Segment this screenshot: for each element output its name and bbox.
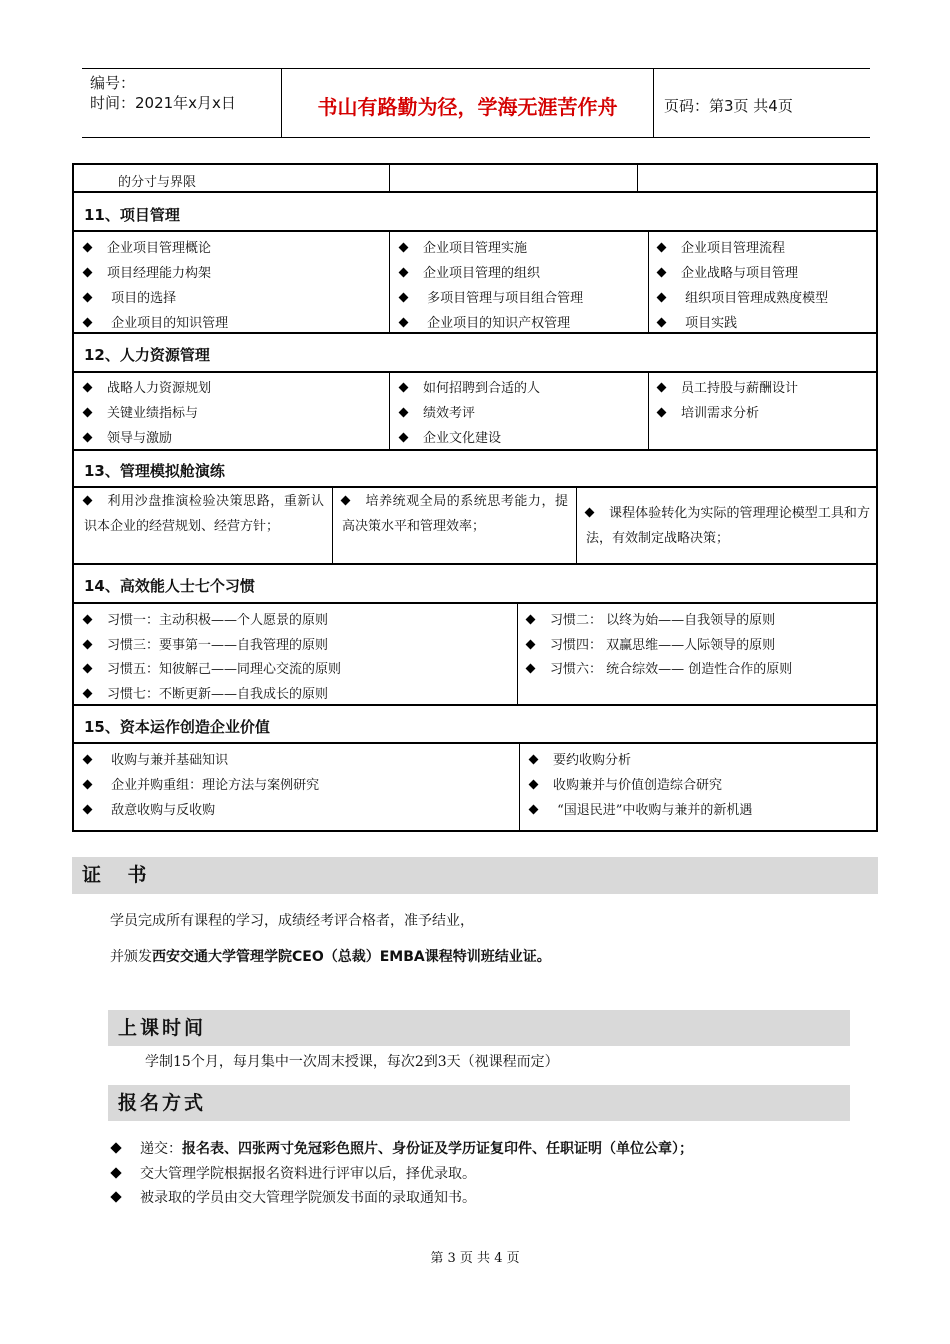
list-item: 交大管理学院根据报名资料进行评审以后，择优录取。 bbox=[112, 1163, 476, 1183]
diamond-bullet-icon bbox=[657, 268, 667, 278]
header-motto: 书山有路勤为径，学海无涯苦作舟 bbox=[317, 95, 618, 119]
diamond-bullet-icon bbox=[83, 640, 93, 650]
list-item: 员工持股与薪酬设计 bbox=[658, 377, 798, 396]
list-item: 敌意收购与反收购 bbox=[84, 799, 215, 818]
enroll-heading: 报名方式 bbox=[108, 1085, 850, 1121]
diamond-bullet-icon bbox=[83, 268, 93, 278]
list-item: 培养统观全局的系统思考能力，提高决策水平和管理效率； bbox=[342, 494, 568, 534]
certificate-heading: 证 书 bbox=[72, 857, 878, 894]
list-item: 多项目管理与项目组合管理 bbox=[400, 287, 583, 306]
list-item: 企业项目管理实施 bbox=[400, 237, 527, 256]
diamond-bullet-icon bbox=[657, 408, 667, 418]
list-item: 课程体验转化为实际的管理理论模型工具和方法，有效制定战略决策； bbox=[586, 506, 870, 546]
list-item: 企业并购重组：理论方法与案例研究 bbox=[84, 774, 319, 793]
diamond-bullet-icon bbox=[83, 496, 93, 506]
list-item: 被录取的学员由交大管理学院颁发书面的录取通知书。 bbox=[112, 1187, 476, 1207]
divider bbox=[74, 563, 876, 565]
list-item: 项目实践 bbox=[658, 312, 737, 331]
divider bbox=[74, 230, 876, 232]
list-item: 企业项目管理流程 bbox=[658, 237, 785, 256]
diamond-bullet-icon bbox=[526, 640, 536, 650]
divider bbox=[332, 488, 333, 563]
schedule-heading: 上课时间 bbox=[108, 1010, 850, 1046]
list-item: 企业文化建设 bbox=[400, 427, 501, 446]
list-item: 组织项目管理成熟度模型 bbox=[658, 287, 828, 306]
list-item: 习惯六： 统合综效—— 创造性合作的原则 bbox=[527, 658, 792, 677]
diamond-bullet-icon bbox=[83, 664, 93, 674]
divider bbox=[637, 165, 638, 191]
divider bbox=[74, 704, 876, 706]
page-label: 页码：第3页 共4页 bbox=[664, 97, 793, 115]
list-item: 企业项目管理的组织 bbox=[400, 262, 540, 281]
list-item: 企业战略与项目管理 bbox=[658, 262, 798, 281]
diamond-bullet-icon bbox=[657, 293, 667, 303]
list-item: 要约收购分析 bbox=[530, 749, 631, 768]
list-item: 习惯一：主动积极——个人愿景的原则 bbox=[84, 609, 328, 628]
header-meta bbox=[90, 73, 236, 113]
diamond-bullet-icon bbox=[529, 755, 539, 765]
diamond-bullet-icon bbox=[83, 408, 93, 418]
diamond-bullet-icon bbox=[585, 508, 595, 518]
diamond-bullet-icon bbox=[657, 383, 667, 393]
divider bbox=[74, 602, 876, 604]
diamond-bullet-icon bbox=[657, 318, 667, 328]
diamond-bullet-icon bbox=[110, 1142, 121, 1153]
number-label: 编号： bbox=[90, 74, 136, 92]
divider bbox=[653, 69, 654, 137]
diamond-bullet-icon bbox=[83, 318, 93, 328]
diamond-bullet-icon bbox=[399, 268, 409, 278]
list-item: 利用沙盘推演检验决策思路，重新认识本企业的经营规划、经营方针； bbox=[84, 494, 324, 534]
divider bbox=[389, 232, 390, 332]
divider bbox=[648, 232, 649, 332]
section-title-15: 15、资本运作创造企业价值 bbox=[84, 718, 270, 736]
divider bbox=[576, 488, 577, 563]
list-item: 收购兼并与价值创造综合研究 bbox=[530, 774, 722, 793]
diamond-bullet-icon bbox=[83, 755, 93, 765]
list-item: 如何招聘到合适的人 bbox=[400, 377, 540, 396]
divider bbox=[74, 332, 876, 334]
diamond-bullet-icon bbox=[399, 293, 409, 303]
list-item: 习惯五：知彼解己——同理心交流的原则 bbox=[84, 658, 341, 677]
diamond-bullet-icon bbox=[526, 615, 536, 625]
list-item: 项目的选择 bbox=[84, 287, 176, 306]
diamond-bullet-icon bbox=[83, 615, 93, 625]
divider bbox=[517, 604, 518, 704]
divider bbox=[74, 449, 876, 451]
diamond-bullet-icon bbox=[110, 1191, 121, 1202]
divider bbox=[74, 486, 876, 488]
divider bbox=[648, 373, 649, 449]
diamond-bullet-icon bbox=[526, 664, 536, 674]
list-item: 习惯二： 以终为始——自我领导的原则 bbox=[527, 609, 775, 628]
diamond-bullet-icon bbox=[83, 689, 93, 699]
list-item: 习惯七：不断更新——自我成长的原则 bbox=[84, 683, 328, 702]
list-item: 领导与激励 bbox=[84, 427, 172, 446]
diamond-bullet-icon bbox=[83, 243, 93, 253]
diamond-bullet-icon bbox=[110, 1167, 121, 1178]
diamond-bullet-icon bbox=[399, 433, 409, 443]
date-label: 时间：2021年x月x日 bbox=[90, 94, 236, 112]
divider bbox=[74, 371, 876, 373]
page-footer: 第 3 页 共 4 页 bbox=[430, 1251, 520, 1266]
list-item: 项目经理能力构架 bbox=[84, 262, 211, 281]
diamond-bullet-icon bbox=[399, 383, 409, 393]
list-item: 收购与兼并基础知识 bbox=[84, 749, 228, 768]
list-item: 递交：报名表、四张两寸免冠彩色照片、身份证及学历证复印件、任职证明（单位公章）； bbox=[112, 1138, 693, 1158]
diamond-bullet-icon bbox=[529, 780, 539, 790]
divider bbox=[389, 373, 390, 449]
certificate-line-2: 并颁发西安交通大学管理学院CEO（总裁）EMBA课程特训班结业证。 bbox=[110, 949, 551, 965]
carry-row-text: 的分寸与界限 bbox=[118, 175, 197, 190]
section-title-14: 14、高效能人士七个习惯 bbox=[84, 577, 255, 595]
list-item: 绩效考评 bbox=[400, 402, 475, 421]
diamond-bullet-icon bbox=[657, 243, 667, 253]
list-item: 培训需求分析 bbox=[658, 402, 759, 421]
list-item: 战略人力资源规划 bbox=[84, 377, 211, 396]
diamond-bullet-icon bbox=[399, 408, 409, 418]
diamond-bullet-icon bbox=[341, 496, 351, 506]
list-item: 关键业绩指标与 bbox=[84, 402, 198, 421]
section-title-12: 12、人力资源管理 bbox=[84, 346, 210, 364]
section-title-13: 13、管理模拟舱演练 bbox=[84, 462, 225, 480]
list-item: 习惯三：要事第一——自我管理的原则 bbox=[84, 634, 328, 653]
schedule-text: 学制15个月，每月集中一次周末授课，每次2到3天（视课程而定） bbox=[145, 1054, 559, 1070]
list-item: “国退民进”中收购与兼并的新机遇 bbox=[530, 799, 752, 818]
divider bbox=[74, 191, 876, 193]
divider bbox=[74, 742, 876, 744]
certificate-line-1: 学员完成所有课程的学习，成绩经考评合格者，准予结业， bbox=[110, 913, 474, 929]
diamond-bullet-icon bbox=[83, 433, 93, 443]
diamond-bullet-icon bbox=[83, 780, 93, 790]
diamond-bullet-icon bbox=[83, 805, 93, 815]
diamond-bullet-icon bbox=[83, 383, 93, 393]
divider bbox=[519, 744, 520, 830]
list-item: 习惯四： 双赢思维——人际领导的原则 bbox=[527, 634, 775, 653]
course-table bbox=[72, 163, 878, 832]
page-header bbox=[82, 68, 870, 138]
diamond-bullet-icon bbox=[399, 243, 409, 253]
diamond-bullet-icon bbox=[399, 318, 409, 328]
diamond-bullet-icon bbox=[83, 293, 93, 303]
list-item: 企业项目管理概论 bbox=[84, 237, 211, 256]
list-item: 企业项目的知识管理 bbox=[84, 312, 228, 331]
divider bbox=[389, 165, 390, 191]
list-item: 企业项目的知识产权管理 bbox=[400, 312, 570, 331]
diamond-bullet-icon bbox=[529, 805, 539, 815]
section-title-11: 11、项目管理 bbox=[84, 206, 180, 224]
